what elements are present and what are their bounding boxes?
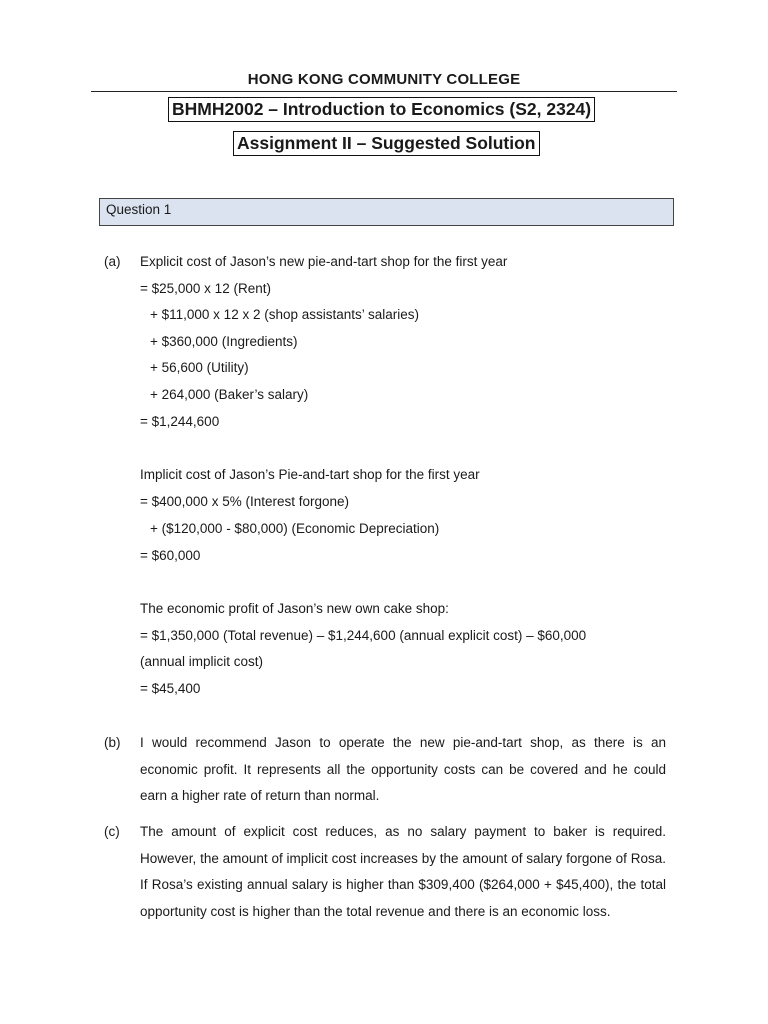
explicit-line-ingredients: + $360,000 (Ingredients) bbox=[150, 334, 298, 349]
profit-line-implicit: (annual implicit cost) bbox=[140, 654, 264, 669]
part-c-answer: The amount of explicit cost reduces, as no salary payment to baker is required. However, the amount of implicit cost increases by the amount of salary forgone of Rosa. If Rosa’s existing annual salary is higher than $309,400 ($264,000 + $45,400), the total opportunity cost is higher than the total revenue and there is an economic loss. bbox=[140, 824, 666, 920]
implicit-line-interest: = $400,000 x 5% (Interest forgone) bbox=[140, 494, 350, 509]
profit-line-calc: = $1,350,000 (Total revenue) – $1,244,600 (annual explicit cost) – $60,000 bbox=[140, 628, 587, 643]
header-rule bbox=[91, 91, 677, 92]
explicit-line-rent: = $25,000 x 12 (Rent) bbox=[140, 281, 271, 296]
part-b-answer: I would recommend Jason to operate the new pie-and-tart shop, as there is an economic profit. It represents all the opportunity costs can be covered and he could earn a higher rate of return than normal. bbox=[140, 735, 666, 804]
explicit-cost-heading: Explicit cost of Jason’s new pie-and-tart shop for the first year bbox=[140, 254, 508, 269]
implicit-line-depreciation: + ($120,000 - $80,000) (Economic Depreciation) bbox=[150, 521, 440, 536]
implicit-cost-heading: Implicit cost of Jason’s Pie-and-tart shop for the first year bbox=[140, 467, 480, 482]
profit-total: = $45,400 bbox=[140, 681, 201, 696]
explicit-line-salaries: + $11,000 x 12 x 2 (shop assistants’ salaries) bbox=[150, 307, 420, 322]
profit-heading: The economic profit of Jason’s new own cake shop: bbox=[140, 601, 449, 616]
part-c-label: (c) bbox=[104, 824, 120, 839]
explicit-line-baker: + 264,000 (Baker’s salary) bbox=[150, 387, 309, 402]
explicit-line-utility: + 56,600 (Utility) bbox=[150, 360, 249, 375]
explicit-total: = $1,244,600 bbox=[140, 414, 220, 429]
assignment-title: Assignment II – Suggested Solution bbox=[233, 131, 540, 156]
implicit-total: = $60,000 bbox=[140, 548, 201, 563]
question-label: Question 1 bbox=[106, 202, 172, 217]
question-bar bbox=[99, 198, 674, 226]
course-title: BHMH2002 – Introduction to Economics (S2, 2324) bbox=[168, 97, 595, 122]
college-name: HONG KONG COMMUNITY COLLEGE bbox=[247, 71, 521, 88]
part-b-label: (b) bbox=[104, 735, 121, 750]
part-a-label: (a) bbox=[104, 254, 121, 269]
